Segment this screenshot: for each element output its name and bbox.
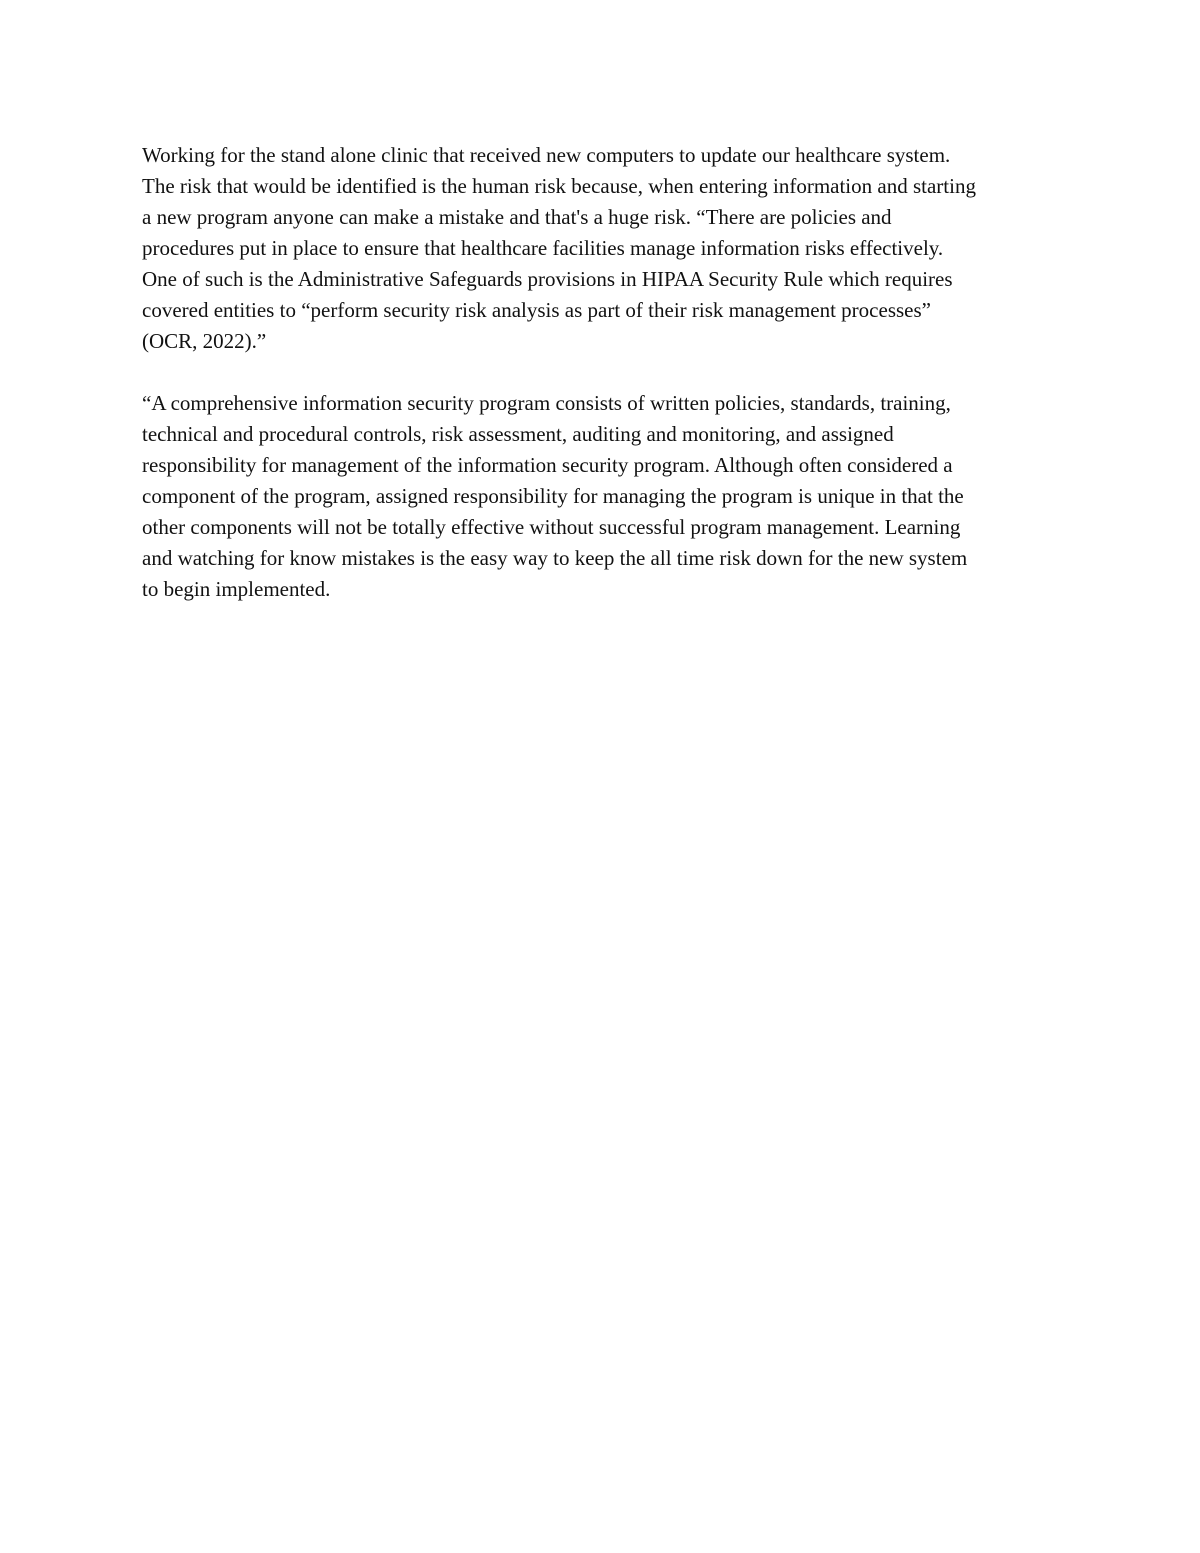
paragraph-line: “A comprehensive information security program consists of written policies, standards, training, [142,391,951,415]
paragraph-line: One of such is the Administrative Safeguards provisions in HIPAA Security Rule which requires [142,267,953,291]
paragraph-line: (OCR, 2022).” [142,329,267,353]
paragraph-line: a new program anyone can make a mistake and that's a huge risk. “There are policies and [142,205,892,229]
paragraph-line: procedures put in place to ensure that healthcare facilities manage information risks effectively. [142,236,944,260]
paragraph-line: The risk that would be identified is the human risk because, when entering information and starting [142,174,976,198]
paragraph-line: component of the program, assigned responsibility for managing the program is unique in that the [142,484,964,508]
document-body [142,140,1072,605]
paragraph-line: Working for the stand alone clinic that received new computers to update our healthcare system. [142,143,951,167]
paragraph-line: and watching for know mistakes is the easy way to keep the all time risk down for the new system [142,546,968,570]
paragraph-line: other components will not be totally effective without successful program management. Learning [142,515,961,539]
paragraph-line: covered entities to “perform security risk analysis as part of their risk management processes” [142,298,931,322]
paragraph-2 [142,388,1072,605]
paragraph-line: to begin implemented. [142,577,331,601]
paragraph-1 [142,140,1072,357]
paragraph-line: technical and procedural controls, risk assessment, auditing and monitoring, and assigned [142,422,894,446]
paragraph-line: responsibility for management of the information security program. Although often considered a [142,453,953,477]
